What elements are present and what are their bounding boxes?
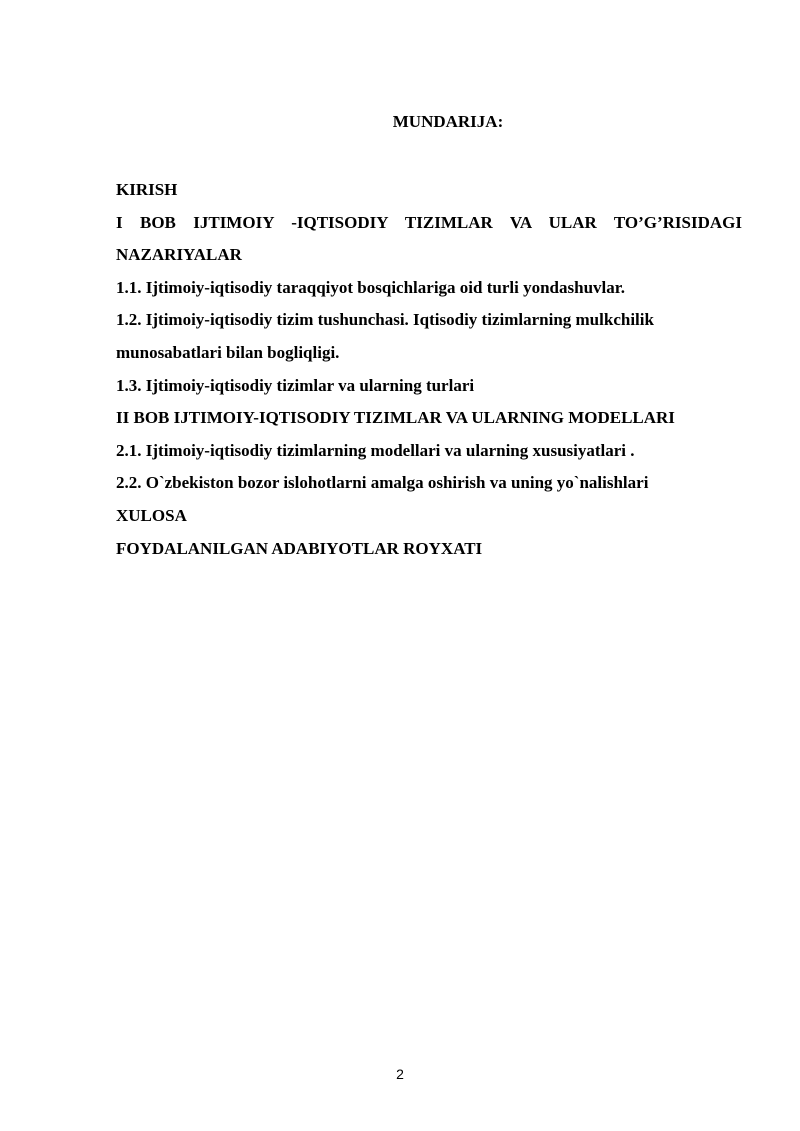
toc-item-introduction: KIRISH [116,180,178,199]
toc-chapter-1-title-continued: NAZARIYALAR [116,245,242,265]
toc-chapter-2-title: II BOB IJTIMOIY-IQTISODIY TIZIMLAR VA ULARNING MODELLARI [116,408,675,428]
toc-section-1-2-continued: munosabatlari bilan bogliqligi. [116,342,340,362]
page-number: 2 [396,1066,404,1082]
toc-section-1-1: 1.1. Ijtimoiy-iqtisodiy taraqqiyot bosqichlariga oid turli yondashuvlar. [116,277,625,297]
toc-item-conclusion: XULOSA [116,505,187,525]
toc-section-2-1: 2.1. Ijtimoiy-iqtisodiy tizimlarning modellari va ularning xususiyatlari . [116,440,635,460]
toc-section-1-3: 1.3. Ijtimoiy-iqtisodiy tizimlar va ularning turlari [116,375,475,395]
page-title: MUNDARIJA: [392,112,504,131]
toc-section-1-2: 1.2. Ijtimoiy-iqtisodiy tizim tushunchasi. Iqtisodiy tizimlarning mulkchilik [116,310,654,330]
toc-section-2-2: 2.2. O`zbekiston bozor islohotlarni amalga oshirish va uning yo`nalishlari [116,473,649,493]
toc-item-references: FOYDALANILGAN ADABIYOTLAR ROYXATI [116,538,483,558]
toc-chapter-1-title: I BOB IJTIMOIY -IQTISODIY TIZIMLAR VA ULAR TO’G’RISIDAGI [116,212,742,232]
table-of-contents [116,174,742,565]
